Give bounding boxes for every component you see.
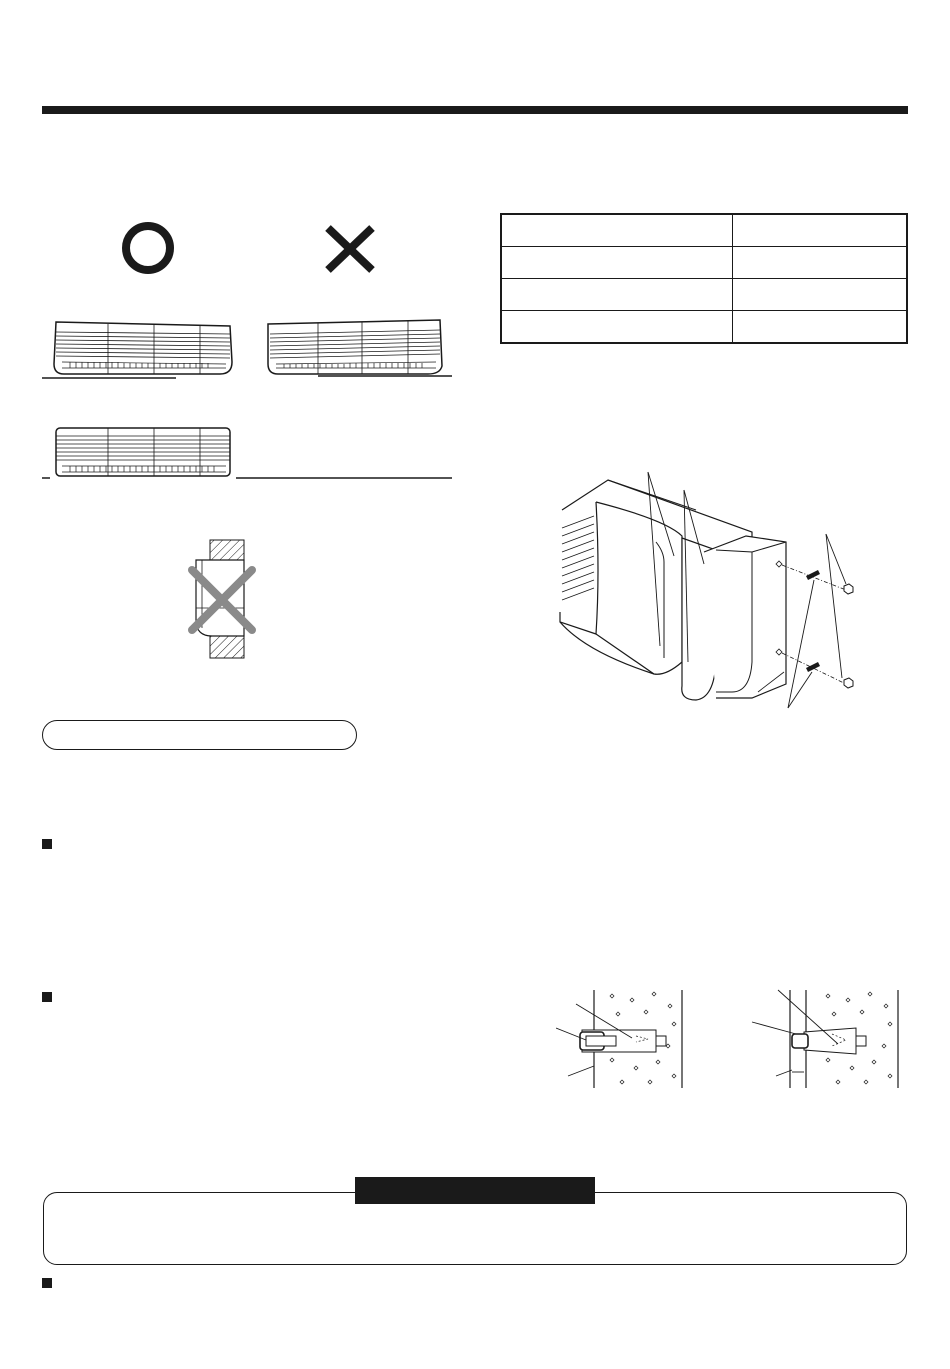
- spec-table: [500, 213, 908, 344]
- table-cell: [501, 247, 733, 279]
- bullet-marker: [42, 839, 52, 849]
- table-cell: [733, 311, 908, 344]
- correct-mark-icon: [120, 220, 176, 276]
- incorrect-mark-icon: [322, 222, 378, 276]
- table-row: [501, 214, 907, 247]
- unit-tilted-illustration: [262, 318, 454, 380]
- table-cell: [501, 214, 733, 247]
- anchor-bolt-diagram-before: [556, 984, 688, 1090]
- bullet-marker: [42, 992, 52, 1002]
- unit-front-illustration: [40, 424, 454, 482]
- table-cell: [733, 214, 908, 247]
- unit-level-illustration: [40, 318, 240, 380]
- bullet-marker: [42, 1278, 52, 1288]
- table-row: [501, 279, 907, 311]
- table-cell: [733, 279, 908, 311]
- wall-pipe-prohibited-illustration: [182, 538, 266, 660]
- header-rule: [42, 106, 908, 114]
- table-row: [501, 311, 907, 344]
- warning-title: [355, 1177, 595, 1204]
- table-cell: [501, 279, 733, 311]
- table-row: [501, 247, 907, 279]
- table-cell: [733, 247, 908, 279]
- section-label: [42, 720, 357, 750]
- table-cell: [501, 311, 733, 344]
- anchor-bolt-diagram-after: [748, 984, 904, 1090]
- side-cover-installation-diagram: [556, 462, 868, 714]
